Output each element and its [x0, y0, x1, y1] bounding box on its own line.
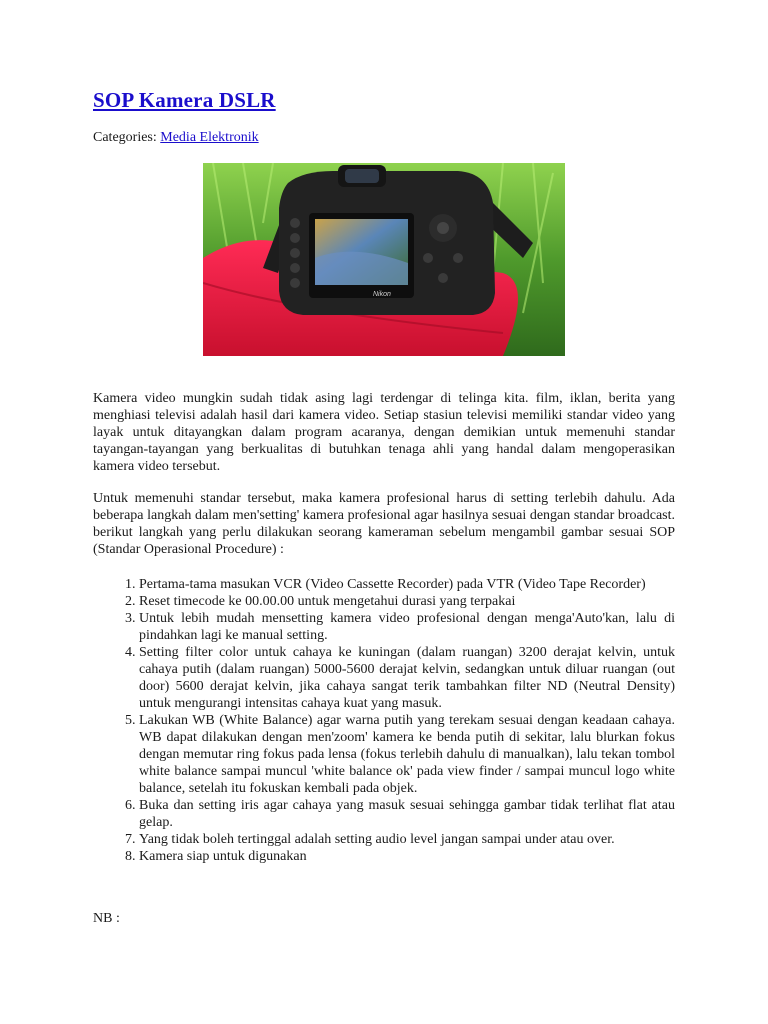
list-item: 4. Setting filter color untuk cahaya ke kuningan (dalam ruangan) 3200 derajat kelvin, untuk cahaya putih (dalam ruangan) 5000-5600 derajat kelvin, sedangkan untuk diluar ruangan (out door) 5600 derajat kelvin, jika cahaya sangat terik tambahkan filter ND (Neutral Density) untuk mengurangi intensitas cahaya kuat yang masuk.	[139, 644, 675, 712]
page-title[interactable]: SOP Kamera DSLR	[93, 88, 276, 112]
intro-paragraph: Kamera video mungkin sudah tidak asing lagi terdengar di telinga kita. film, iklan, berita yang menghiasi televisi adalah hasil dari kamera video. Setiap stasiun televisi memiliki standar video yang layak untuk ditayangkan dalam program acaranya, dengan demikian untuk memenuhi standar tayangan-tayangan yang berkualitas di butuhkan tenaga ahli yang handal dalam mengoperasikan kamera video tersebut.	[93, 391, 675, 474]
camera-brand-text: Nikon	[373, 291, 391, 298]
categories-line	[93, 130, 259, 146]
list-item: 6. Buka dan setting iris agar cahaya yang masuk sesuai sehingga gambar tidak terlihat flat atau gelap.	[139, 797, 675, 831]
nb-label: NB :	[93, 911, 120, 926]
camera-photo	[203, 163, 565, 356]
sop-paragraph: Untuk memenuhi standar tersebut, maka kamera profesional harus di setting terlebih dahulu. Ada beberapa langkah dalam men'setting' kamera profesional agar hasilnya sesuai dengan standar broadcast. berikut langkah yang perlu dilakukan seorang kameraman sebelum mengambil gambar sesuai SOP (Standar Operasional Procedure) :	[93, 491, 675, 557]
list-item: 8. Kamera siap untuk digunakan	[139, 848, 675, 865]
list-item: 7. Yang tidak boleh tertinggal adalah setting audio level jangan sampai under atau over.	[139, 831, 675, 848]
list-item: 3. Untuk lebih mudah mensetting kamera video profesional dengan menga'Auto'kan, lalu di pindahkan lagi ke manual setting.	[139, 610, 675, 644]
sop-steps-list	[93, 576, 675, 865]
list-item: 5. Lakukan WB (White Balance) agar warna putih yang terekam sesuai dengan keadaan cahaya. WB dapat dilakukan dengan men'zoom' kamera ke benda putih di sekitar, lalu blurkan fokus dengan memutar ring fokus pada lensa (fokus terlebih dahulu di manualkan), lalu tekan tombol white balance sampai muncul 'white balance ok' pada view finder / sampai muncul logo white balance, setelah itu fokuskan kembali pada objek.	[139, 712, 675, 797]
list-item: 1. Pertama-tama masukan VCR (Video Cassette Recorder) pada VTR (Video Tape Recorder)	[139, 576, 675, 593]
list-item: 2. Reset timecode ke 00.00.00 untuk mengetahui durasi yang terpakai	[139, 593, 675, 610]
categories-label: Categories:	[93, 130, 157, 145]
category-link[interactable]: Media Elektronik	[160, 130, 259, 145]
